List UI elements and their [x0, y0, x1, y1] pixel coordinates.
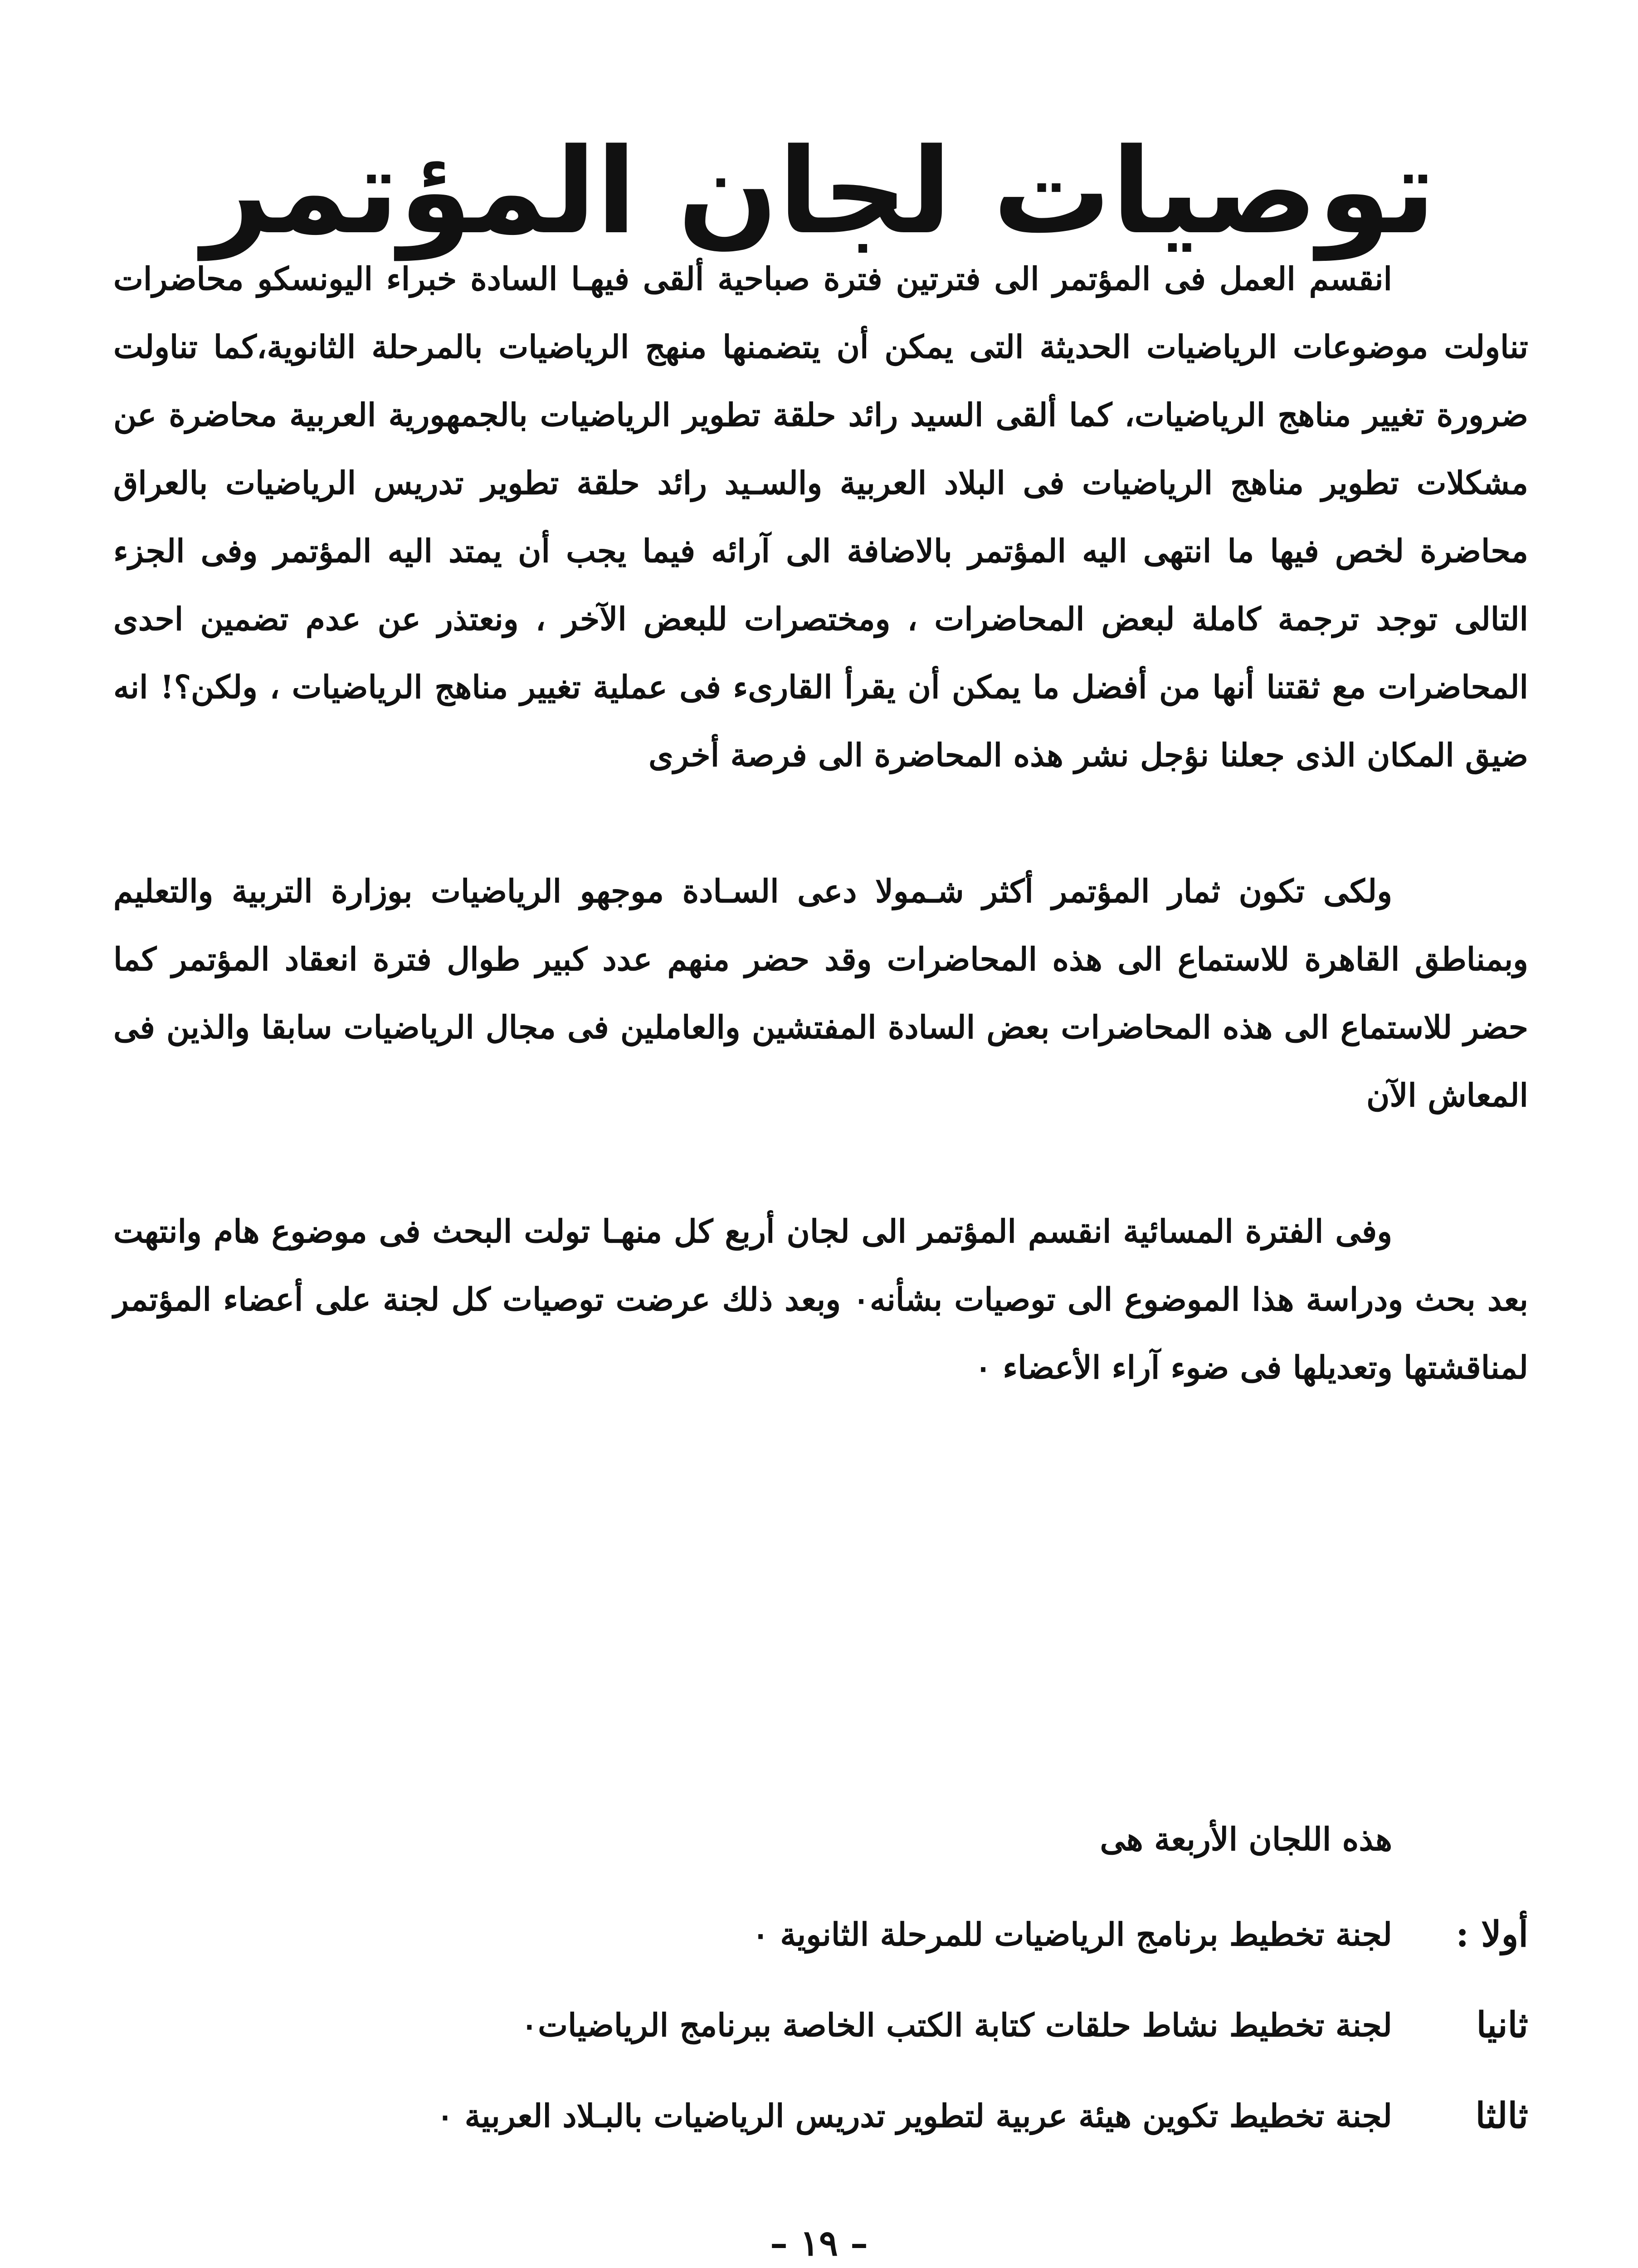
body-text	[113, 245, 1528, 1402]
committees-intro: هذه اللجان الأربعة هى	[1100, 1820, 1392, 1858]
list-item-text: لجنة تخطيط نشاط حلقات كتابة الكتب الخاصة ببرنامج الرياضيات٠	[521, 2006, 1392, 2044]
list-item	[113, 1901, 1528, 1969]
committees-list	[113, 1901, 1528, 2173]
page-title: توصيات لجان المؤتمر	[202, 123, 1436, 261]
page-number: – ١٩ –	[770, 2223, 868, 2264]
list-item-label: ثانيا	[1476, 2004, 1528, 2046]
paragraph-attendees: ولكى تكون ثمار المؤتمر أكثر شـمولا دعى السـادة موجهو الرياضيات بوزارة التربية والتعليم وبمناطق القاهرة للاستماع الى هذه المحاضرات وقد حضر منهم عدد كبير طوال فترة انعقاد المؤتمر كما حضر للاستماع الى هذه المحاضرات بعض السادة المفتشين والعاملين فى مجال الرياضيات سابقا والذين فى المعاش الآن	[113, 872, 1528, 1114]
list-item-text: لجنة تخطيط تكوين هيئة عربية لتطوير تدريس الرياضيات بالبـلاد العربية ٠	[436, 2097, 1392, 2135]
paragraph-committees: وفى الفترة المسائية انقسم المؤتمر الى لجان أربع كل منهـا تولت البحث فى موضوع هام وانتهت بعد بحث ودراسة هذا الموضوع الى توصيات بشأنه٠ وبعد ذلك عرضت توصيات كل لجنة على أعضاء المؤتمر لمناقشتها وتعديلها فى ضوء آراء الأعضاء ٠	[113, 1212, 1528, 1386]
list-item-label: أولا :	[1456, 1914, 1528, 1955]
list-item-text: لجنة تخطيط برنامج الرياضيات للمرحلة الثانوية ٠	[752, 1916, 1392, 1953]
list-item	[113, 2082, 1528, 2150]
list-item-label: ثالثا	[1475, 2095, 1528, 2136]
paragraph-sessions: انقسم العمل فى المؤتمر الى فترتين فترة صباحية ألقى فيهـا السادة خبراء اليونسكو محاضرات تناولت موضوعات الرياضيات الحديثة التى يمكن أن يتضمنها منهج الرياضيات بالمرحلة الثانوية،كما تناولت ضرورة تغيير مناهج الرياضيات، كما ألقى السيد رائد حلقة تطوير الرياضيات بالجمهورية العربية محاضرة عن مشكلات تطوير مناهج الرياضيات فى البلاد العربية والسـيد رائد حلقة تطوير تدريس الرياضيات بالعراق محاضرة لخص فيها ما انتهى اليه المؤتمر بالاضافة الى آرائه فيما يجب أن يمتد اليه المؤتمر وفى الجزء التالى توجد ترجمة كاملة لبعض المحاضرات ، ومختصرات للبعض الآخر ، ونعتذر عن عدم تضمين احدى المحاضرات مع ثقتنا أنها من أفضل ما يمكن أن يقرأ القارىء فى عملية تغيير مناهج الرياضيات ، ولكن؟! انه ضيق المكان الذى جعلنا نؤجل نشر هذه المحاضرة الى فرصة أخرى	[113, 260, 1528, 774]
list-item	[113, 1991, 1528, 2059]
